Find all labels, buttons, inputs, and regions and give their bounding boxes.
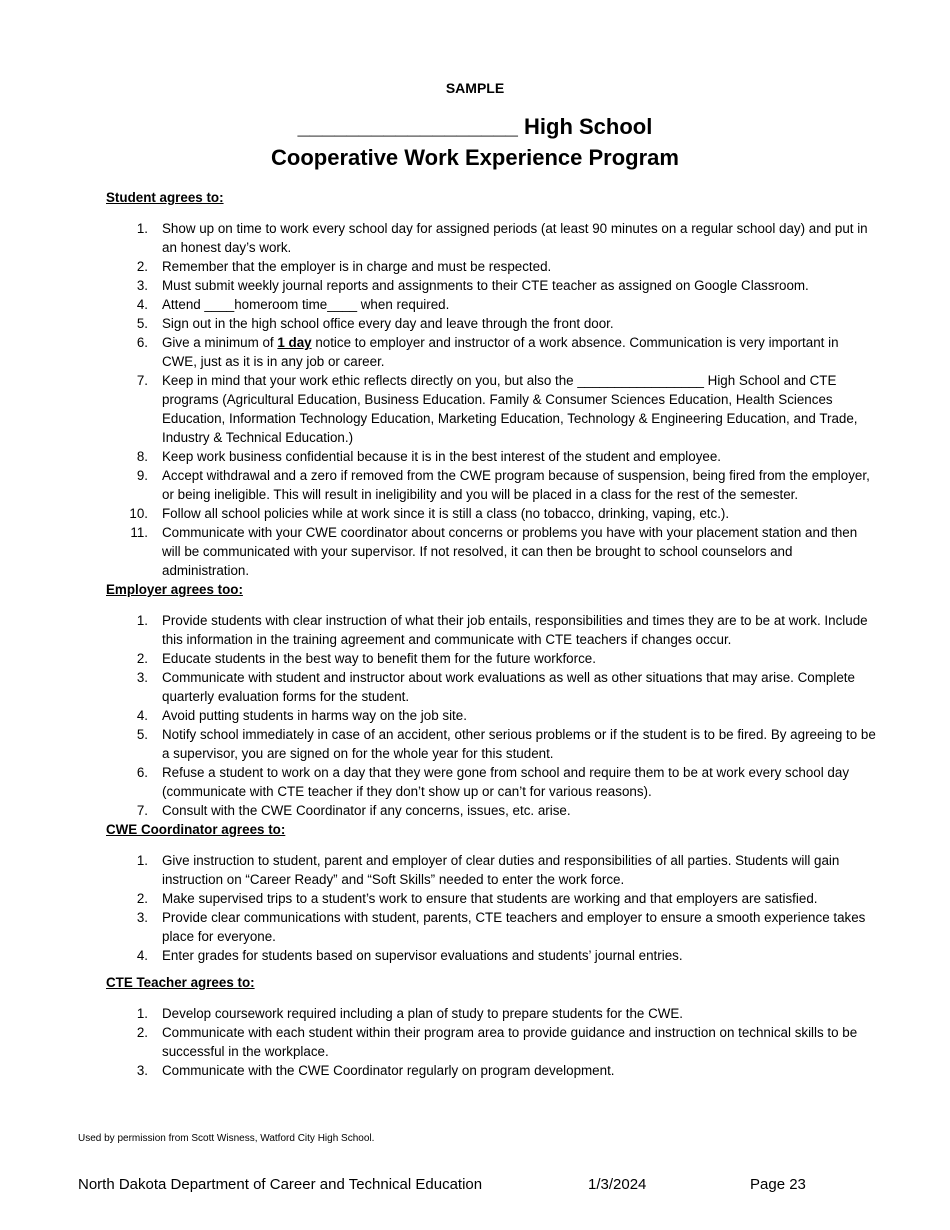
list-text: Keep in mind that your work ethic reflects directly on you, but also the _________________ High School and CTE programs (Agricultural Education, Business Education. Family & Consumer Sciences Education, Health Sciences Education, Information Technology Education, Marketing Education, Technology & Engineering Education, and Trade, Industry & Technical Education.) [162, 373, 858, 445]
list-item [106, 801, 876, 820]
list-text: Provide students with clear instruction of what their job entails, responsibilities and times they are to be at work. Include this information in the training agreement and communicate with CTE teachers if changes occur. [162, 613, 868, 647]
list-text: Sign out in the high school office every day and leave through the front door. [162, 316, 614, 331]
list-number: 6. [136, 765, 148, 780]
list-text: Communicate with each student within their program area to provide guidance and instruction on technical skills to be successful in the workplace. [162, 1025, 858, 1059]
list-text: Keep work business confidential because it is in the best interest of the student and employee. [162, 449, 722, 464]
list-text: Communicate with student and instructor about work evaluations as well as other situations that may arise. Complete quarterly evaluation forms for the student. [162, 670, 855, 704]
list-text: Develop coursework required including a plan of study to prepare students for the CWE. [162, 1006, 684, 1021]
list-number: 4. [136, 948, 148, 963]
list-item [106, 889, 876, 908]
list-number: 1. [136, 853, 148, 868]
list-number: 3. [136, 910, 148, 925]
list-item [106, 257, 876, 276]
list-text: Follow all school policies while at work since it is still a class (no tobacco, drinking, vaping, etc.). [162, 506, 730, 521]
list-item [106, 1023, 876, 1061]
list-text: Avoid putting students in harms way on the job site. [162, 708, 467, 723]
student-heading: Student agrees to: [106, 190, 224, 205]
list-text: Communicate with the CWE Coordinator regularly on program development. [162, 1063, 615, 1078]
list-text: Provide clear communications with student, parents, CTE teachers and employer to ensure a smooth experience takes place for everyone. [162, 910, 866, 944]
employer-list [106, 611, 876, 820]
list-text-emphasis: 1 day [277, 335, 312, 350]
list-item [106, 371, 876, 447]
list-number: 9. [136, 468, 148, 483]
list-item [106, 725, 876, 763]
list-text-pre: Give a minimum of [162, 335, 278, 350]
list-text: Enter grades for students based on supervisor evaluations and students’ journal entries. [162, 948, 683, 963]
list-number: 10. [129, 506, 148, 521]
agreement-body [106, 188, 876, 1080]
list-item [106, 295, 876, 314]
coordinator-list [106, 851, 876, 965]
list-number: 7. [136, 373, 148, 388]
list-item [106, 314, 876, 333]
teacher-list [106, 1004, 876, 1080]
list-number: 2. [136, 1025, 148, 1040]
list-number: 4. [136, 708, 148, 723]
list-number: 5. [136, 727, 148, 742]
list-number: 1. [136, 613, 148, 628]
title-school: __________________ High School [297, 114, 653, 139]
list-number: 1. [136, 1006, 148, 1021]
employer-heading: Employer agrees too: [106, 582, 243, 597]
footer-org: North Dakota Department of Career and Technical Education [78, 1176, 483, 1193]
list-item [106, 611, 876, 649]
footer-page-number: Page 23 [750, 1176, 806, 1193]
list-item [106, 333, 876, 371]
list-number: 11. [130, 525, 148, 540]
list-item [106, 908, 876, 946]
list-text: Communicate with your CWE coordinator about concerns or problems you have with your placement station and then will be communicated with your supervisor. If not resolved, it can then be brought to school counselors and administration. [162, 525, 858, 578]
list-text-post: notice to employer and instructor of a work absence. Communication is very important in CWE, just as it is in any job or career. [162, 335, 839, 369]
list-item [106, 851, 876, 889]
list-text: Give instruction to student, parent and employer of clear duties and responsibilities of all parties. Students will gain instruction on “Career Ready” and “Soft Skills” needed to enter the work force. [162, 853, 840, 887]
list-number: 7. [136, 803, 148, 818]
list-item [106, 668, 876, 706]
list-text: Remember that the employer is in charge and must be respected. [162, 259, 552, 274]
list-number: 6. [136, 335, 148, 350]
list-text: Show up on time to work every school day for assigned periods (at least 90 minutes on a regular school day) and put in an honest day’s work. [162, 221, 868, 255]
list-item [106, 946, 876, 965]
permission-note: Used by permission from Scott Wisness, Watford City High School. [78, 1133, 375, 1144]
list-number: 3. [136, 278, 148, 293]
list-number: 2. [136, 259, 148, 274]
sample-label: SAMPLE [445, 80, 505, 96]
list-item [106, 649, 876, 668]
student-list [106, 219, 876, 580]
list-number: 2. [136, 891, 148, 906]
coordinator-heading: CWE Coordinator agrees to: [106, 822, 286, 837]
list-number: 8. [136, 449, 148, 464]
list-item [106, 523, 876, 580]
footer-date: 1/3/2024 [588, 1176, 647, 1193]
list-number: 2. [136, 651, 148, 666]
list-text: Refuse a student to work on a day that they were gone from school and require them to be at work every school day (communicate with CTE teacher if they don’t show up or can’t for various reasons). [162, 765, 850, 799]
list-text: Must submit weekly journal reports and assignments to their CTE teacher as assigned on Google Classroom. [162, 278, 809, 293]
list-number: 3. [136, 1063, 148, 1078]
list-text: Accept withdrawal and a zero if removed from the CWE program because of suspension, being fired from the employer, or being ineligible. This will result in ineligibility and you will be placed in a class for the rest of the semester. [162, 468, 870, 502]
teacher-heading: CTE Teacher agrees to: [106, 975, 255, 990]
list-item [106, 276, 876, 295]
list-item [106, 219, 876, 257]
list-text: Consult with the CWE Coordinator if any concerns, issues, etc. arise. [162, 803, 571, 818]
list-text: Make supervised trips to a student’s work to ensure that students are working and that employers are satisfied. [162, 891, 818, 906]
list-item [106, 1004, 876, 1023]
list-item [106, 466, 876, 504]
list-item [106, 1061, 876, 1080]
list-number: 1. [136, 221, 148, 236]
list-number: 3. [136, 670, 148, 685]
list-text: Notify school immediately in case of an accident, other serious problems or if the student is to be fired. By agreeing to be a supervisor, you are signed on for the whole year for this student. [162, 727, 876, 761]
list-item [106, 706, 876, 725]
title-program: Cooperative Work Experience Program [271, 145, 679, 170]
list-text: Educate students in the best way to benefit them for the future workforce. [162, 651, 596, 666]
list-text: Attend ____homeroom time____ when required. [162, 297, 450, 312]
list-item [106, 504, 876, 523]
list-item [106, 763, 876, 801]
list-item [106, 447, 876, 466]
list-number: 4. [136, 297, 148, 312]
list-number: 5. [136, 316, 148, 331]
